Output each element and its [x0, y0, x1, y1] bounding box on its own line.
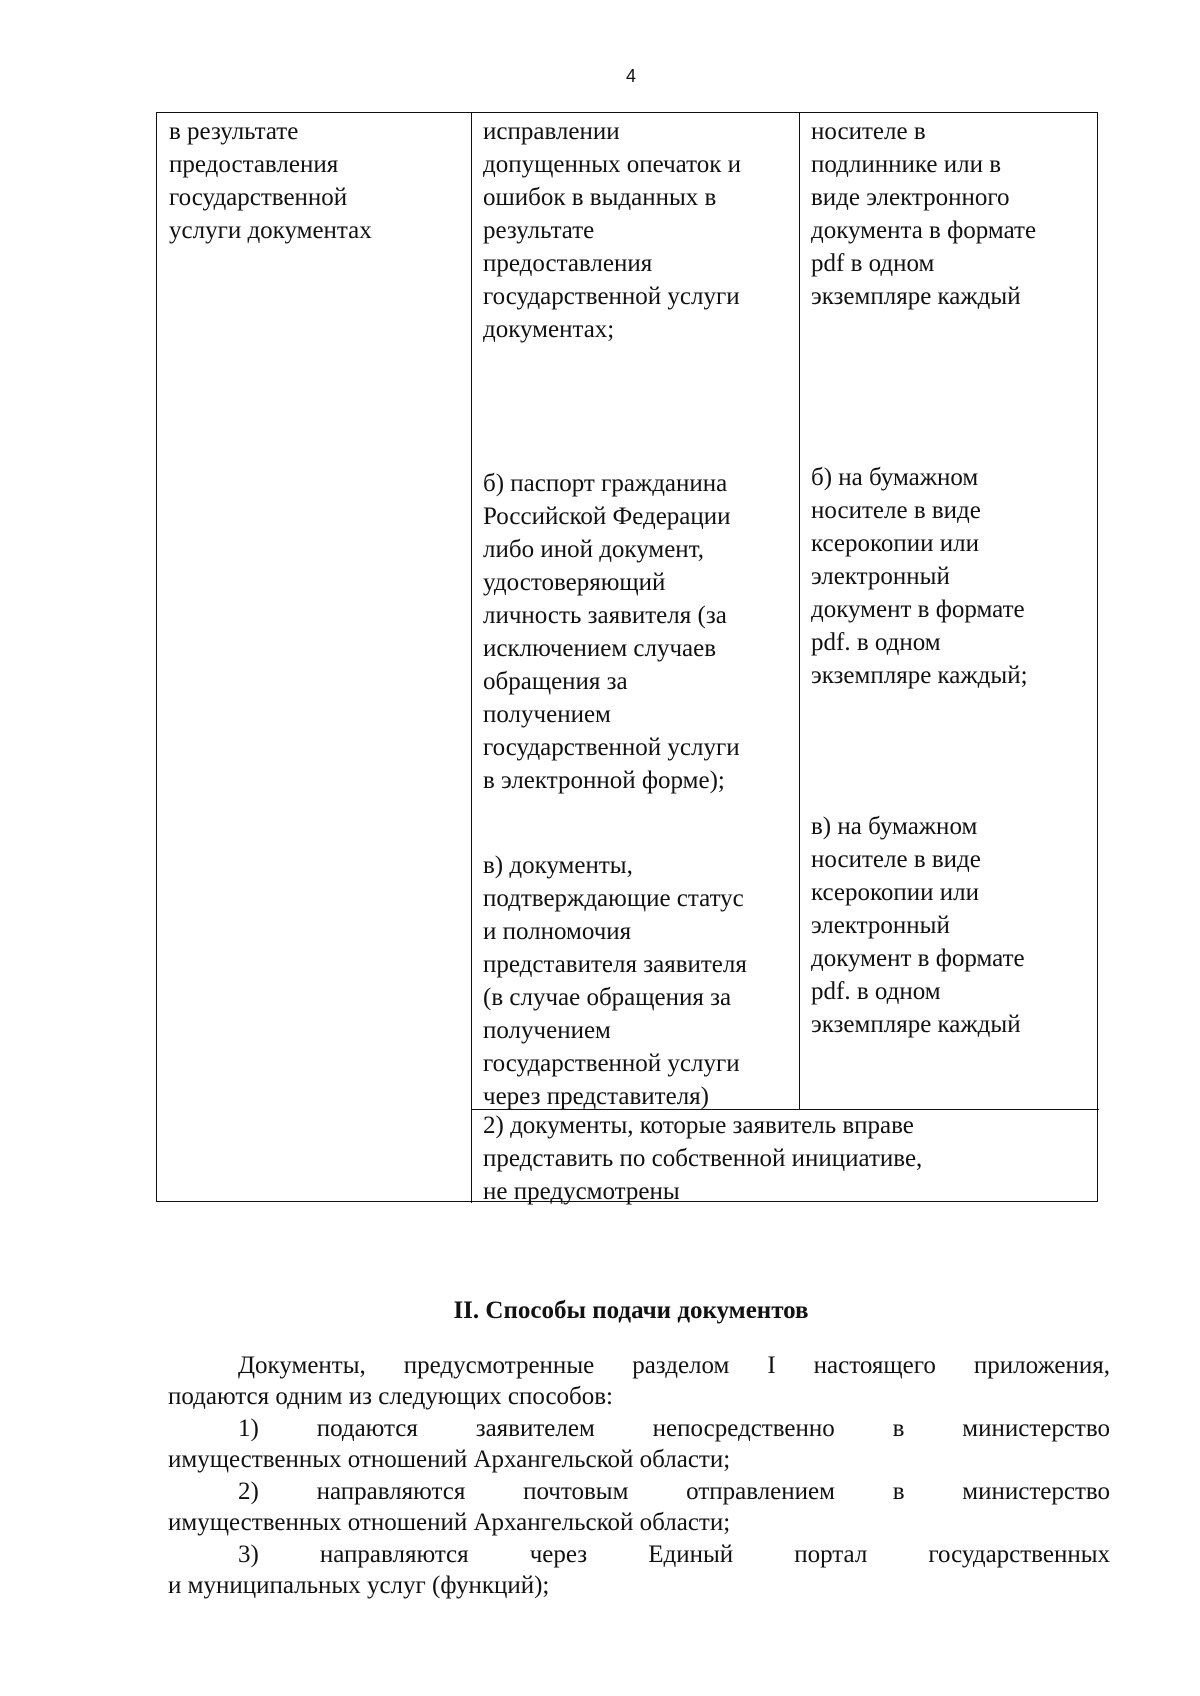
page-number: 4: [625, 66, 636, 86]
table-cell-col2-c: в) документы, подтверждающие статус и полномочия представителя заявителя (в случае обращения за получением государственной услуги через представителя): [483, 852, 747, 1110]
table-cell-col3-a: носителе в подлиннике или в виде электронного документа в формате pdf в одном экземпляре каждый: [811, 118, 1037, 310]
table-divider-col1: [471, 113, 472, 1203]
method-item-1-line-2: имущественных отношений Архангельской области;: [168, 1446, 731, 1473]
method-item-1: [168, 1413, 1110, 1475]
method-item-2-line-1: 2) направляются почтовым отправлением в министерство: [238, 1478, 1110, 1505]
table-cell-col1: в результате предоставления государственной услуги документах: [169, 118, 372, 244]
table-cell-col2-a: исправлении допущенных опечаток и ошибок в выданных в результате предоставления государственной услуги документах;: [483, 118, 741, 343]
intro-paragraph: [168, 1350, 1110, 1412]
method-item-3-line-2: и муниципальных услуг (функций);: [168, 1572, 550, 1599]
intro-line-1: Документы, предусмотренные разделом I настоящего приложения,: [238, 1352, 1110, 1379]
table-divider-col2: [799, 113, 800, 1109]
method-item-3: [168, 1539, 1110, 1601]
table-cell-col2-b: б) паспорт гражданина Российской Федерации либо иной документ, удостоверяющий личность заявителя (за исключением случаев обращения за получением государственной услуги в электронной форме);: [483, 470, 740, 794]
method-item-3-line-1: 3) направляются через Единый портал государственных: [238, 1541, 1110, 1568]
method-item-2-line-2: имущественных отношений Архангельской области;: [168, 1509, 731, 1536]
intro-line-2: подаются одним из следующих способов:: [168, 1383, 614, 1410]
table-cell-col3-c: в) на бумажном носителе в виде ксерокопии или электронный документ в формате pdf. в одном экземпляре каждый: [811, 813, 1025, 1038]
method-item-1-line-1: 1) подаются заявителем непосредственно в министерство: [238, 1415, 1110, 1442]
table-cell-merged: 2) документы, которые заявитель вправе представить по собственной инициативе, не предусмотрены: [483, 1112, 923, 1205]
method-item-2: [168, 1476, 1110, 1538]
section-title: II. Способы подачи документов: [453, 1297, 809, 1324]
documents-table: [156, 112, 1098, 1205]
table-cell-col3-b: б) на бумажном носителе в виде ксерокопии или электронный документ в формате pdf. в одном экземпляре каждый;: [811, 464, 1028, 689]
